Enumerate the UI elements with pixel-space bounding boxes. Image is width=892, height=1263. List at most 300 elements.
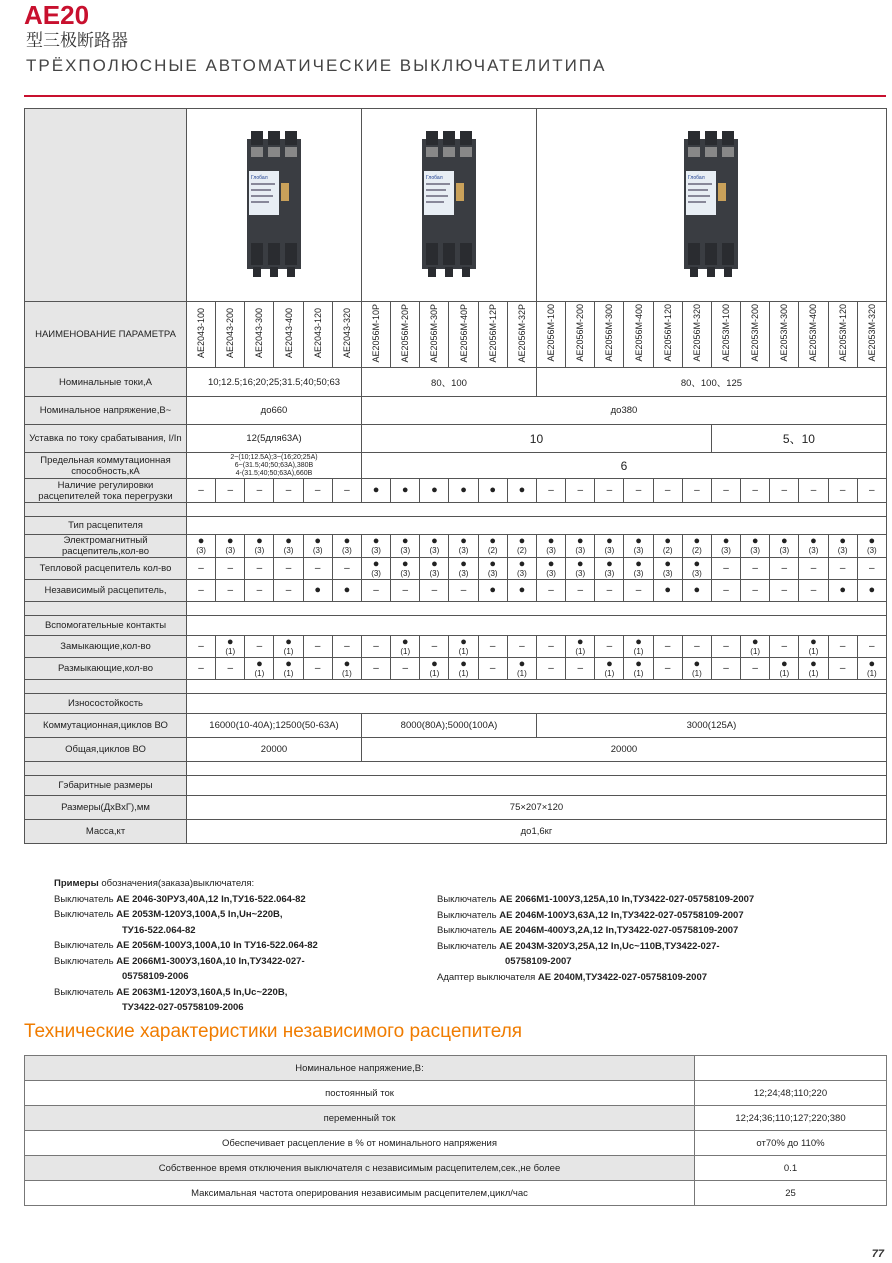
flag-cell: ● (1) (799, 636, 828, 658)
row-thermal (25, 558, 887, 580)
model-label: AE2053M-400 (808, 304, 819, 362)
flag-cell: ● (1) (420, 658, 449, 680)
flag-cell: ● (1) (770, 658, 799, 680)
param-break: Размыкающие,кол-во (25, 658, 187, 680)
flag-cell: ● (449, 479, 478, 503)
flag-cell: – (828, 479, 857, 503)
param-dims: Размеры(ДхВхГ),мм (25, 796, 187, 820)
flag-cell: – (857, 558, 886, 580)
flag-cell: – (857, 479, 886, 503)
flag-cell: – (303, 558, 332, 580)
model-label: AE2056M-120 (662, 304, 673, 362)
flag-cell: – (624, 580, 653, 602)
flag-cell: – (566, 658, 595, 680)
flag-cell: – (274, 580, 303, 602)
row-break (25, 658, 887, 680)
model-label: AE2053M-300 (779, 304, 790, 362)
flag-cell: ● (332, 580, 361, 602)
flag-cell: ● (3) (537, 535, 566, 558)
flag-cell: ● (828, 580, 857, 602)
param-total: Общая,циклов ВО (25, 738, 187, 762)
row-breaking (25, 453, 887, 479)
flag-cell: – (274, 558, 303, 580)
flag-cell: ● (682, 580, 711, 602)
shunt-value: 25 (695, 1181, 887, 1206)
flag-cell: ● (478, 580, 507, 602)
model-code (303, 302, 332, 368)
flag-cell: – (187, 580, 216, 602)
model-label: AE2043-100 (196, 307, 207, 359)
param-make: Замыкающие,кол-во (25, 636, 187, 658)
svg-text:Глобал: Глобал (251, 175, 268, 181)
flag-cell: ● (1) (245, 658, 274, 680)
example-line: Выключатель AE 2066M1-300УЗ,160А,10 In,ТУ3422-027- (54, 955, 305, 967)
model-label: AE2053M-100 (721, 304, 732, 362)
image-row-header (25, 109, 187, 302)
flag-cell: – (828, 636, 857, 658)
flag-cell: ● (3) (682, 558, 711, 580)
example-line-cont: 05758109-2007 (505, 956, 572, 967)
flag-cell: ● (3) (507, 558, 536, 580)
flag-cell: ● (1) (624, 658, 653, 680)
shunt-section-title: Технические характеристики независимого расцепителя (24, 1021, 523, 1042)
value: 2~(10;12.5А);3~(16;20;25А) 6~(31.5;40;50;63А),380В 4-(31.5;40;50;63А),660В (187, 453, 362, 479)
flag-cell: ● (3) (362, 535, 391, 558)
flag-cell: – (653, 479, 682, 503)
row-electromag (25, 535, 887, 558)
model-label: AE2056M-30P (429, 303, 440, 363)
value: 16000(10-40А);12500(50-63А) (187, 714, 362, 738)
row-mass (25, 820, 887, 844)
circuit-breaker-image (245, 131, 303, 277)
flag-cell: – (682, 636, 711, 658)
model-label: AE2056M-12P (487, 303, 498, 363)
flag-cell: – (303, 658, 332, 680)
model-label: AE2056M-200 (575, 304, 586, 362)
subtitle-russian: ТРЁХПОЛЮСНЫЕ АВТОМАТИЧЕСКИЕ ВЫКЛЮЧАТЕЛИТИПА (26, 56, 607, 75)
image-row (25, 109, 887, 302)
shunt-row (25, 1106, 887, 1131)
shunt-param: Собственное время отключения выключателя с независимым расцепителем,сек.,не более (25, 1156, 695, 1181)
spacer (25, 680, 187, 694)
flag-cell: – (770, 558, 799, 580)
flag-cell: ● (2) (682, 535, 711, 558)
shunt-param: Номинальное напряжение,В: (25, 1056, 695, 1081)
spacer (187, 680, 887, 694)
section-fill (187, 616, 887, 636)
param-release_type: Тип расцепителя (25, 517, 187, 535)
shunt-row (25, 1056, 887, 1081)
flag-cell: – (507, 636, 536, 658)
flag-cell: – (711, 558, 740, 580)
flag-cell: – (711, 658, 740, 680)
flag-cell: ● (1) (595, 658, 624, 680)
flag-cell: ● (3) (332, 535, 361, 558)
model-code (741, 302, 770, 368)
flag-cell: – (595, 580, 624, 602)
breaker-photo-2 (362, 109, 537, 302)
flag-cell: – (420, 580, 449, 602)
flag-cell: ● (3) (624, 558, 653, 580)
param-switching: Коммутационная,циклов ВО (25, 714, 187, 738)
shunt-param: переменный ток (25, 1106, 695, 1131)
model-code (187, 302, 216, 368)
model-code (391, 302, 420, 368)
flag-cell: ● (507, 580, 536, 602)
flag-cell: ● (3) (478, 558, 507, 580)
breaker-photo-3 (537, 109, 887, 302)
model-code (245, 302, 274, 368)
flag-cell: ● (1) (799, 658, 828, 680)
param-breaking: Предельная коммутационная способность,кА (25, 453, 187, 479)
model-code (420, 302, 449, 368)
shunt-row (25, 1081, 887, 1106)
model-code (770, 302, 799, 368)
flag-cell: – (187, 636, 216, 658)
flag-cell: ● (1) (274, 636, 303, 658)
model-code (595, 302, 624, 368)
model-code (362, 302, 391, 368)
value: до380 (362, 397, 887, 425)
row-rated-current (25, 368, 887, 397)
flag-cell: ● (3) (420, 535, 449, 558)
flag-cell: – (799, 479, 828, 503)
flag-cell: ● (3) (391, 558, 420, 580)
model-code (857, 302, 886, 368)
page-title: AE20 (24, 0, 90, 30)
flag-cell: – (478, 636, 507, 658)
flag-cell: – (770, 580, 799, 602)
value: 6 (362, 453, 887, 479)
title-divider (24, 95, 886, 97)
flag-cell: – (653, 636, 682, 658)
flag-cell: ● (3) (828, 535, 857, 558)
spacer (25, 503, 187, 517)
flag-cell: – (332, 479, 361, 503)
flag-cell: – (537, 580, 566, 602)
value: 20000 (362, 738, 887, 762)
flag-cell: ● (1) (274, 658, 303, 680)
flag-cell: – (711, 580, 740, 602)
param-setting: Уставка по току срабатывания, I/In (25, 425, 187, 453)
flag-cell: ● (1) (449, 636, 478, 658)
spacer (25, 602, 187, 616)
param-wear: Износостойкость (25, 694, 187, 714)
flag-cell: ● (1) (391, 636, 420, 658)
flag-cell: – (332, 636, 361, 658)
flag-cell: – (741, 580, 770, 602)
svg-text:Глобал: Глобал (426, 175, 443, 181)
example-line: Выключатель AE 2056M-100УЗ,100А,10 In ТУ16-522.064-82 (54, 940, 318, 951)
flag-cell: – (391, 658, 420, 680)
flag-cell: – (362, 580, 391, 602)
shunt-param: постоянный ток (25, 1081, 695, 1106)
param-aux: Вспомогательные контакты (25, 616, 187, 636)
model-label: AE2043-300 (254, 307, 265, 359)
flag-cell: ● (420, 479, 449, 503)
flag-cell: ● (3) (595, 535, 624, 558)
flag-cell: – (478, 658, 507, 680)
example-line-cont: 05758109-2006 (122, 971, 189, 982)
model-label: AE2053M-320 (866, 304, 877, 362)
example-line: Выключатель AE 2046M-100УЗ,63А,12 In,ТУ3422-027-05758109-2007 (437, 909, 744, 921)
example-line: Выключатель AE 2066M1-100УЗ,125А,10 In,ТУ3422-027-05758109-2007 (437, 894, 755, 905)
flag-cell: ● (3) (362, 558, 391, 580)
flag-cell: – (595, 479, 624, 503)
example-line-cont: ТУ16-522.064-82 (122, 924, 196, 936)
model-label: AE2053M-200 (750, 304, 761, 362)
model-code (537, 302, 566, 368)
flag-cell: ● (1) (566, 636, 595, 658)
subtitle-chinese: 型三极断路器 (26, 31, 128, 50)
flag-cell: – (274, 479, 303, 503)
circuit-breaker-image (420, 131, 478, 277)
flag-cell: ● (1) (332, 658, 361, 680)
flag-cell: ● (3) (566, 558, 595, 580)
model-label: AE2056M-32P (516, 303, 527, 363)
flag-cell: ● (3) (420, 558, 449, 580)
flag-cell: – (362, 658, 391, 680)
flag-cell: ● (1) (449, 658, 478, 680)
shunt-value: 12;24;36;110;127;220;380 (695, 1106, 887, 1131)
flag-cell: ● (3) (799, 535, 828, 558)
spacer-row (25, 602, 887, 616)
example-line: Выключатель AE 2046-30PУЗ,40А,12 In,ТУ16-522.064-82 (54, 893, 306, 905)
flag-cell: ● (1) (507, 658, 536, 680)
model-label: AE2056M-10P (371, 303, 382, 363)
section-fill (187, 517, 887, 535)
param-mass: Масса,кт (25, 820, 187, 844)
param-overload: Наличие регулировки расцепителей тока перегрузки (25, 479, 187, 503)
flag-cell: ● (478, 479, 507, 503)
flag-cell: – (303, 479, 332, 503)
model-label: AE2056M-40P (458, 303, 469, 363)
flag-cell: ● (3) (449, 558, 478, 580)
model-label: AE2056M-100 (546, 304, 557, 362)
model-code (449, 302, 478, 368)
page-number: 77 (871, 1248, 884, 1260)
flag-cell: ● (3) (245, 535, 274, 558)
flag-cell: ● (2) (507, 535, 536, 558)
spacer (25, 762, 187, 776)
model-code (653, 302, 682, 368)
flag-cell: ● (1) (216, 636, 245, 658)
shunt-value: 12;24;48;110;220 (695, 1081, 887, 1106)
example-line: Выключатель AE 2053M-120УЗ,100А,5 In,Uн~220В, (54, 909, 283, 920)
param-header: НАИМЕНОВАНИЕ ПАРАМЕТРА (25, 302, 187, 368)
section-fill (187, 776, 887, 796)
shunt-row (25, 1131, 887, 1156)
value: 10;12.5;16;20;25;31.5;40;50;63 (187, 368, 362, 397)
adapter-line: Адаптер выключателя AE 2040M,ТУ3422-027-05758109-2007 (437, 971, 708, 983)
flag-cell: ● (3) (391, 535, 420, 558)
flag-cell: – (245, 558, 274, 580)
row-aux (25, 616, 887, 636)
row-rated-voltage (25, 397, 887, 425)
param-thermal: Тепловой расцепитель кол-во (25, 558, 187, 580)
value: 75×207×120 (187, 796, 887, 820)
row-overload (25, 479, 887, 503)
value: 8000(80А);5000(100А) (362, 714, 537, 738)
shunt-row (25, 1156, 887, 1181)
shunt-value: 0.1 (695, 1156, 887, 1181)
flag-cell: – (857, 636, 886, 658)
flag-cell: – (566, 479, 595, 503)
model-code (478, 302, 507, 368)
flag-cell: – (245, 580, 274, 602)
flag-cell: ● (653, 580, 682, 602)
row-wear (25, 694, 887, 714)
flag-cell: ● (3) (187, 535, 216, 558)
spacer (187, 762, 887, 776)
spacer (187, 503, 887, 517)
row-setting (25, 425, 887, 453)
flag-cell: ● (857, 580, 886, 602)
model-code (682, 302, 711, 368)
flag-cell: ● (3) (449, 535, 478, 558)
flag-cell: ● (3) (624, 535, 653, 558)
spacer-row (25, 503, 887, 517)
flag-cell: ● (3) (770, 535, 799, 558)
flag-cell: – (770, 636, 799, 658)
flag-cell: – (711, 479, 740, 503)
flag-cell: – (741, 658, 770, 680)
value: 5、10 (711, 425, 886, 453)
flag-cell: – (245, 636, 274, 658)
example-line: Выключатель AE 2063M1-120УЗ,160А,5 In,Uc~220В, (54, 986, 288, 998)
value: до660 (187, 397, 362, 425)
flag-cell: – (187, 658, 216, 680)
flag-cell: ● (1) (857, 658, 886, 680)
spec-table (24, 108, 887, 844)
svg-text:Глобал: Глобал (688, 175, 706, 181)
flag-cell: – (799, 580, 828, 602)
examples-column-1 (54, 876, 434, 1016)
model-label: AE2043-200 (225, 307, 236, 359)
breaker-photo-1 (187, 109, 362, 302)
flag-cell: – (187, 558, 216, 580)
row-switching (25, 714, 887, 738)
flag-cell: – (741, 479, 770, 503)
param-electromag: Электромагнитный расцепитель,кол-во (25, 535, 187, 558)
spacer-row (25, 762, 887, 776)
shunt-param: Максимальная частота оперирования независимым расцепителем,цикл/час (25, 1181, 695, 1206)
flag-cell: ● (3) (274, 535, 303, 558)
flag-cell: – (537, 658, 566, 680)
flag-cell: – (391, 580, 420, 602)
flag-cell: – (828, 558, 857, 580)
value: 80、100 (362, 368, 537, 397)
value: 10 (362, 425, 712, 453)
shunt-row (25, 1181, 887, 1206)
model-label: AE2043-400 (283, 307, 294, 359)
param-rated_current: Номинальные токи,А (25, 368, 187, 397)
param-dims_title: Гэбаритные размеры (25, 776, 187, 796)
value: до1,6кг (187, 820, 887, 844)
flag-cell: ● (3) (711, 535, 740, 558)
value: 3000(125А) (537, 714, 887, 738)
model-code (711, 302, 740, 368)
flag-cell: ● (3) (303, 535, 332, 558)
flag-cell: – (799, 558, 828, 580)
section-fill (187, 694, 887, 714)
model-label: AE2056M-300 (604, 304, 615, 362)
param-rated_voltage: Номинальное напряжение,В~ (25, 397, 187, 425)
flag-cell: – (653, 658, 682, 680)
flag-cell: – (449, 580, 478, 602)
row-make (25, 636, 887, 658)
flag-cell: – (216, 479, 245, 503)
flag-cell: – (595, 636, 624, 658)
example-line-cont: ТУ3422-027-05758109-2006 (122, 1002, 244, 1013)
flag-cell: ● (3) (537, 558, 566, 580)
model-label: AE2056M-20P (400, 303, 411, 363)
flag-cell: – (711, 636, 740, 658)
flag-cell: ● (3) (216, 535, 245, 558)
flag-cell: ● (3) (595, 558, 624, 580)
row-dims_title (25, 776, 887, 796)
flag-cell: – (216, 658, 245, 680)
flag-cell: – (770, 479, 799, 503)
spacer-row (25, 680, 887, 694)
model-code (216, 302, 245, 368)
flag-cell: – (187, 479, 216, 503)
flag-cell: ● (1) (741, 636, 770, 658)
flag-cell: ● (3) (653, 558, 682, 580)
flag-cell: – (537, 479, 566, 503)
flag-cell: ● (2) (653, 535, 682, 558)
examples-column-2 (437, 892, 877, 985)
flag-cell: – (682, 479, 711, 503)
example-line: Выключатель AE 2046M-400УЗ,2А,12 In,ТУ3422-027-05758109-2007 (437, 925, 739, 936)
model-code (566, 302, 595, 368)
flag-cell: – (537, 636, 566, 658)
flag-cell: – (245, 479, 274, 503)
flag-cell: – (420, 636, 449, 658)
model-label: AE2053M-120 (837, 304, 848, 362)
shunt-value (695, 1056, 887, 1081)
flag-cell: – (216, 558, 245, 580)
flag-cell: ● (3) (857, 535, 886, 558)
flag-cell: ● (2) (478, 535, 507, 558)
flag-cell: – (332, 558, 361, 580)
model-row (25, 302, 887, 368)
row-total (25, 738, 887, 762)
flag-cell: ● (507, 479, 536, 503)
shunt-table (24, 1055, 887, 1206)
model-label: AE2043-120 (312, 307, 323, 359)
flag-cell: ● (1) (624, 636, 653, 658)
flag-cell: – (362, 636, 391, 658)
flag-cell: ● (362, 479, 391, 503)
model-code (332, 302, 361, 368)
model-label: AE2056M-400 (633, 304, 644, 362)
flag-cell: – (624, 479, 653, 503)
shunt-value: от70% до 110% (695, 1131, 887, 1156)
flag-cell: – (828, 658, 857, 680)
value: 12(5для63А) (187, 425, 362, 453)
model-code (624, 302, 653, 368)
flag-cell: ● (391, 479, 420, 503)
examples-heading: Примеры обозначения(заказа)выключателя: (54, 878, 255, 889)
model-code (799, 302, 828, 368)
model-code (828, 302, 857, 368)
flag-cell: ● (3) (741, 535, 770, 558)
flag-cell: – (566, 580, 595, 602)
model-label: AE2043-320 (341, 307, 352, 359)
flag-cell: – (216, 580, 245, 602)
param-shunt: Независимый расцепитель, (25, 580, 187, 602)
